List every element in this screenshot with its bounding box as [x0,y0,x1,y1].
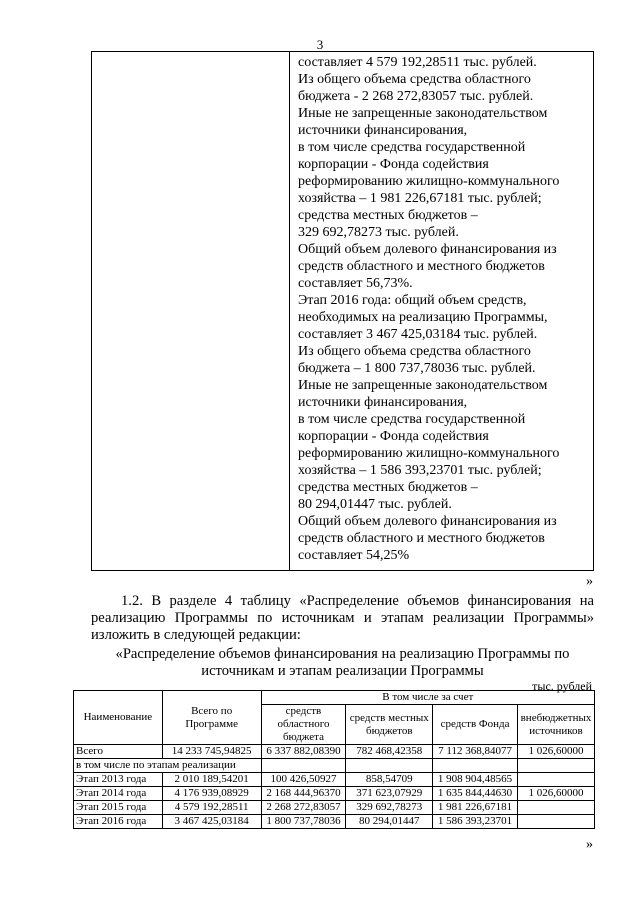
table-cell: 1 981 226,67181 [433,801,518,815]
table-cell: 1 026,60000 [517,787,594,801]
text-line: источники финансирования, [298,395,468,410]
stage-label: Этап 2014 года [74,787,163,801]
text-line: 329 692,78273 тыс. рублей. [298,225,459,240]
table-cell: 1 800 737,78036 [261,815,346,829]
table-cell: 2 010 189,54201 [162,773,261,787]
text-line: в том числе средства государственной [298,140,526,155]
text-line: необходимых на реализацию Программы, [298,310,548,325]
text-line: корпорации - Фонда содействия [298,429,489,444]
text-line: 80 294,01447 тыс. рублей. [298,497,452,512]
table-cell: 100 426,50927 [261,773,346,787]
text-line: средств областного и местного бюджетов [298,259,545,274]
units-label: тыс. рублей [532,679,592,693]
financing-description [298,54,592,564]
text-line: составляет 54,25% [298,548,410,563]
header-extrabudget: внебюджетных источников [517,705,594,745]
table-title-line: «Распределение объемов финансирования на реализацию Программы по [115,646,570,662]
total-regional: 6 337 882,08390 [261,745,346,759]
paragraph-line: реализацию Программы по источникам и этапам реализации Программы» [91,610,594,626]
stage-label: Этап 2015 года [74,801,163,815]
text-line: Из общего объема средства областного [298,344,531,359]
page-number: 3 [316,37,324,52]
header-local: средств местных бюджетов [346,705,433,745]
stages-label: в том числе по этапам реализации [74,759,262,773]
table-cell: 3 467 425,03184 [162,815,261,829]
text-line: хозяйства – 1 586 393,23701 тыс. рублей; [298,463,542,478]
passport-table-fragment [91,51,594,571]
text-line: Этап 2016 года: общий объем средств, [298,293,527,308]
total-extrabudget: 1 026,60000 [517,745,594,759]
table-cell: 329 692,78273 [346,801,433,815]
header-total: Всего по Программе [162,691,261,745]
table-cell: 1 908 904,48565 [433,773,518,787]
text-line: средства местных бюджетов – [298,480,478,495]
table-cell: 1 586 393,23701 [433,815,518,829]
header-regional: средств областного бюджета [261,705,346,745]
text-line: составляет 4 579 192,28511 тыс. рублей. [298,55,537,70]
table-cell [517,773,594,787]
total-label: Всего [74,745,163,759]
table-cell: 2 168 444,96370 [261,787,346,801]
closing-quote: » [586,574,593,589]
text-line: Из общего объема средства областного [298,72,531,87]
table-cell: 80 294,01447 [346,815,433,829]
stage-label: Этап 2013 года [74,773,163,787]
total-local: 782 468,42358 [346,745,433,759]
closing-quote: » [586,837,593,852]
paragraph-line: изложить в следующей редакции: [91,627,301,643]
text-line: Общий объем долевого финансирования из [298,514,557,529]
table-cell: 4 176 939,08929 [162,787,261,801]
text-line: Иные не запрещенные законодательством [298,106,548,121]
text-line: реформированию жилищно-коммунального [298,174,560,189]
text-line: бюджета – 1 800 737,78036 тыс. рублей. [298,361,536,376]
table-title-line: источникам и этапам реализации Программы [201,663,484,679]
text-line: средств областного и местного бюджетов [298,531,545,546]
column-divider [289,52,290,570]
total-value: 14 233 745,94825 [162,745,261,759]
amendment-paragraph [91,593,594,644]
text-line: реформированию жилищно-коммунального [298,446,560,461]
stage-label: Этап 2016 года [74,815,163,829]
text-line: в том числе средства государственной [298,412,526,427]
financing-distribution-table [73,690,595,829]
table-title [91,646,594,680]
table-cell: 371 623,07929 [346,787,433,801]
table-cell [517,801,594,815]
total-row [74,745,595,759]
text-line: Иные не запрещенные законодательством [298,378,548,393]
text-line: корпорации - Фонда содействия [298,157,489,172]
table-cell [517,815,594,829]
table-row [74,773,595,787]
text-line: бюджета - 2 268 272,83057 тыс. рублей. [298,89,534,104]
table-row [74,787,595,801]
paragraph-line: 1.2. В разделе 4 таблицу «Распределение объемов финансирования на [121,593,594,609]
header-fund: средств Фонда [433,705,518,745]
table-cell: 858,54709 [346,773,433,787]
stages-row [74,759,595,773]
text-line: хозяйства – 1 981 226,67181 тыс. рублей; [298,191,542,206]
table-cell: 1 635 844,44630 [433,787,518,801]
text-line: Общий объем долевого финансирования из [298,242,557,257]
header-including: В том числе за счет [261,691,594,705]
table-cell: 4 579 192,28511 [162,801,261,815]
header-name: Наименование [74,691,163,745]
table-row [74,801,595,815]
text-line: составляет 56,73%. [298,276,413,291]
total-fund: 7 112 368,84077 [433,745,518,759]
table-row [74,815,595,829]
text-line: составляет 3 467 425,03184 тыс. рублей. [298,327,538,342]
text-line: средства местных бюджетов – [298,208,478,223]
table-cell: 2 268 272,83057 [261,801,346,815]
text-line: источники финансирования, [298,123,468,138]
